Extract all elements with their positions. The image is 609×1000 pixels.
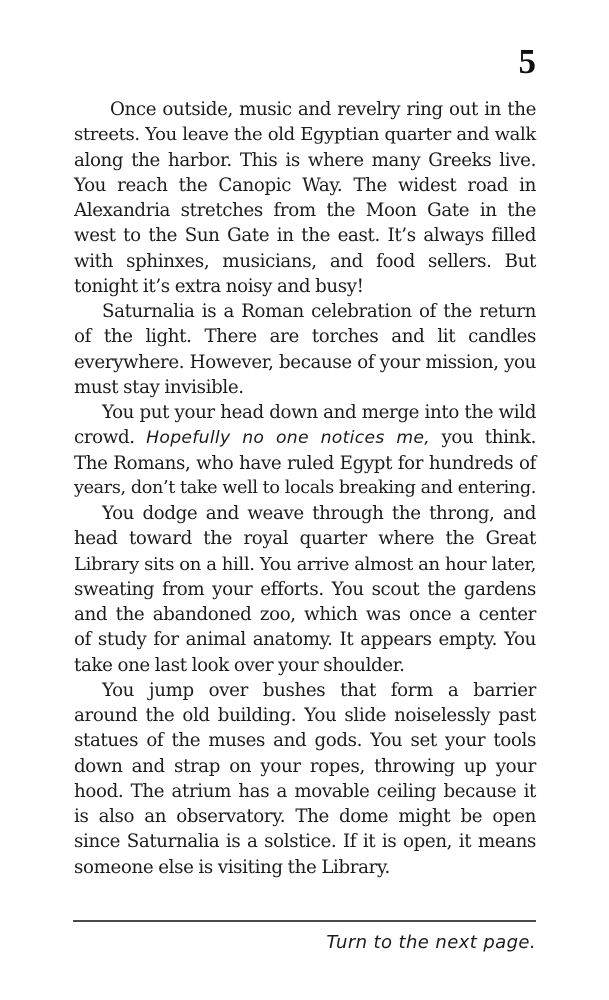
text-line: The Romans, who have ruled Egypt for hundreds of [74,452,536,474]
paragraph [74,501,536,678]
text-line: Library sits on a hill. You arrive almost an hour later, [74,553,536,575]
paragraph [74,97,536,299]
text-line: You reach the Canopic Way. The widest road in [74,174,536,196]
text-line: Once outside, music and revelry ring out in the [110,99,536,120]
text-line: must stay invisible. [74,376,244,398]
text-line: of study for animal anatomy. It appears empty. You [74,629,536,651]
text-line: streets. You leave the old Egyptian quarter and walk [74,124,536,146]
text-line: hood. The atrium has a movable ceiling because it [74,780,536,802]
text-line: of the light. There are torches and lit candles [74,326,536,348]
text-segment: crowd. [74,427,135,449]
text-segment: you think. [441,427,536,449]
page-number: 5 [518,42,536,81]
italic-thought: Hopefully no one notices me, [146,428,431,449]
text-line: everywhere. However, because of your mission, you [74,351,536,373]
paragraph [74,299,536,400]
text-line: is also an observatory. The dome might be open [74,806,536,827]
text-line [74,425,536,450]
text-line: head toward the royal quarter where the Great [74,528,536,550]
text-line: years, don’t take well to locals breaking and entering. [74,477,536,498]
text-line: along the harbor. This is where many Greeks live. [74,149,536,171]
text-line: You put your head down and merge into the wild [102,402,536,423]
text-line: sweating from your efforts. You scout the gardens [74,578,536,600]
text-line: statues of the muses and gods. You set your tools [74,730,536,752]
text-line: take one last look over your shoulder. [74,654,405,676]
text-line: tonight it’s extra noisy and busy! [74,275,364,297]
text-line: with sphinxes, musicians, and food sellers. But [74,250,536,272]
text-line: someone else is visiting the Library. [74,856,390,878]
turn-page-note: Turn to the next page. [326,932,536,953]
story-text [74,97,536,880]
text-line: Saturnalia is a Roman celebration of the return [102,301,536,322]
text-line: and the abandoned zoo, which was once a center [74,604,536,625]
text-line: Alexandria stretches from the Moon Gate in the [74,200,536,221]
text-line: west to the Sun Gate in the east. It’s always filled [74,225,536,247]
text-line: You dodge and weave through the throng, and [102,503,536,524]
footer-divider [73,920,536,922]
text-line: since Saturnalia is a solstice. If it is open, it means [74,831,536,853]
text-line: around the old building. You slide noiselessly past [74,705,536,726]
text-line: down and strap on your ropes, throwing up your [74,755,536,777]
paragraph [74,678,536,880]
paragraph [74,400,536,501]
text-line: You jump over bushes that form a barrier [102,679,536,701]
